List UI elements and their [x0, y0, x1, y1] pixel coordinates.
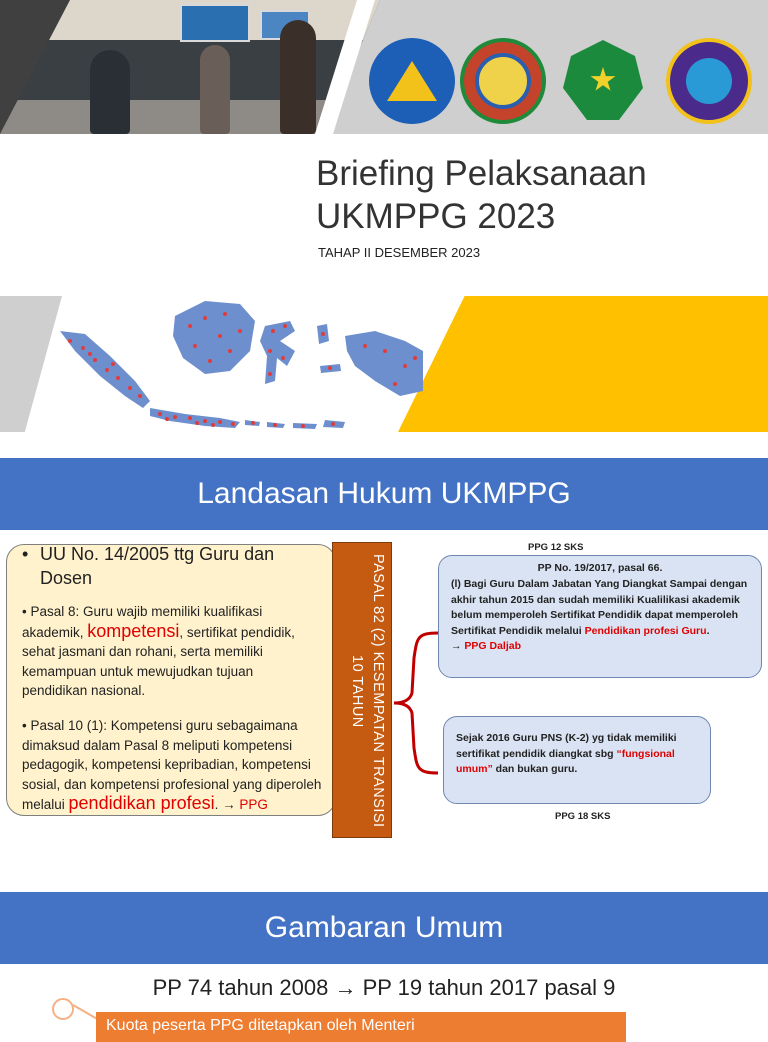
arrow-icon: → — [451, 640, 462, 652]
slide3-banner: Gambaran Umum — [0, 892, 768, 964]
title-line-2: UKMPPG 2023 — [316, 197, 556, 236]
slide-title — [0, 0, 768, 440]
yellow-wedge — [398, 296, 768, 432]
pp-reference: PP 74 tahun 2008 → PP 19 tahun 2017 pasal 9 — [152, 975, 616, 1000]
slide-landasan-hukum — [0, 458, 768, 888]
slide2-banner: Landasan Hukum UKMPPG — [0, 458, 768, 530]
guru-pns-text: Sejak 2016 Guru PNS (K-2) yg tidak memiliki sertifikat pendidik diangkat sbg “fungsional umum” dan bukan guru. — [456, 732, 677, 775]
grey-wedge — [0, 296, 62, 432]
pasal-8-text: • Pasal 8: Guru wajib memiliki kualifikasi akademik, kompetensi, sertifikat pendidik, sehat jasmani dan rohani, serta memiliki kemampuan untuk mewujudkan tujuan pendidikan nasional. — [22, 604, 295, 698]
pasal-82-text: PASAL 82 (2) KESEMPATAN TRANSISI 10 TAHUN — [349, 554, 386, 828]
tut-wuri-handayani-logo — [369, 38, 455, 124]
circle-marker-icon — [52, 998, 74, 1020]
title-line-1: Briefing Pelaksanaan — [316, 154, 647, 193]
pasal-10-text: • Pasal 10 (1): Kompetensi guru sebagaimana dimaksud dalam Pasal 8 meliputi kompetensi pedagogik, kompetensi kepribadian, kompetensi sosial, dan kompetensi profesional yang diperoleh melalui pendidikan profesi. → PPG — [22, 718, 322, 813]
map-band — [0, 296, 768, 432]
guru-pns-box — [443, 716, 711, 804]
kementerian-agama-logo — [556, 38, 650, 122]
kuota-bar: Kuota peserta PPG ditetapkan oleh Menteri — [96, 1012, 626, 1042]
slide-subtitle: TAHAP II DESEMBER 2023 — [318, 245, 481, 260]
slide-gambaran-umum — [0, 892, 768, 1034]
arrow-icon: → — [334, 975, 357, 1000]
panitia-nasional-logo — [460, 38, 546, 124]
pp-19-2017-title: PP No. 19/2017, pasal 66. — [537, 562, 663, 574]
pp-19-2017-text: (l) Bagi Guru Dalam Jabatan Yang Diangkat Sampai dengan akhir tahun 2015 dan sudah memiliki Kualilikasi akademik belum memperoleh Sertifikat Pendidik dapat memperoleh Sertifikat Pendidik melalui Pendidikan profesi Guru. → PPG Daljab — [451, 578, 748, 652]
indonesia-map — [55, 296, 425, 432]
undiksha-logo — [666, 38, 752, 124]
ppg-12-sks-label: PPG 12 SKS — [528, 542, 584, 553]
slide-title-text — [316, 152, 647, 238]
brace-connector-icon — [392, 628, 442, 778]
pp-19-2017-box — [438, 555, 762, 678]
arrow-icon: → — [222, 797, 236, 812]
ppg-18-sks-label: PPG 18 SKS — [555, 811, 611, 822]
uu-heading: • UU No. 14/2005 ttg Guru dan Dosen — [22, 544, 275, 588]
